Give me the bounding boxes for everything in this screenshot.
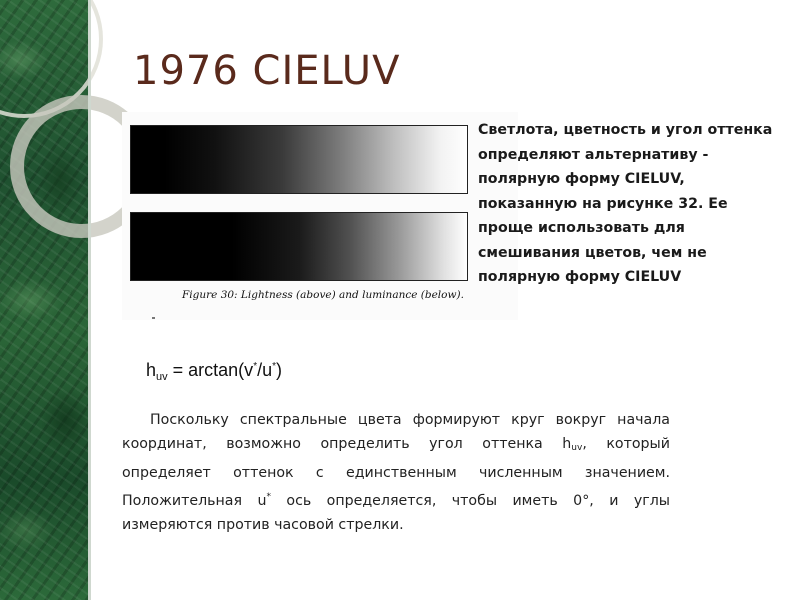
formula-star: * — [272, 361, 277, 372]
body-paragraph — [122, 408, 670, 537]
formula-mid: /u — [257, 360, 273, 380]
formula-h: h — [146, 360, 157, 380]
body-part-2: , который определяет оттенок с единственным численным значением. Положительная u — [122, 436, 670, 509]
body-subscript: uv — [571, 443, 583, 454]
lightness-gradient-bar — [130, 125, 468, 194]
luminance-gradient-bar — [130, 212, 468, 281]
body-superscript: * — [266, 491, 271, 502]
body-part-3: ось определяется, чтобы иметь 0°, и углы измеряются против часовой стрелки. — [122, 492, 670, 534]
body-part-1: Поскольку спектральные цвета формируют круг вокруг начала координат, возможно определить угол оттенка h — [122, 412, 670, 453]
figure-mark — [152, 317, 155, 319]
strip-divider — [88, 0, 91, 600]
formula-end: ) — [276, 360, 283, 380]
decorative-marble-strip — [0, 0, 88, 600]
formula-subscript: uv — [156, 371, 168, 383]
lightness-luminance-figure — [122, 112, 518, 320]
side-description: Светлота, цветность и угол оттенка определяют альтернативу - полярную форму CIELUV, показанную на рисунке 32. Ее проще использовать для смешивания цветов, чем не полярную форму CIELUV — [478, 122, 773, 285]
hue-angle-formula — [146, 360, 282, 383]
formula-eq: = arctan(v — [167, 360, 254, 380]
slide-title: 1976 CIELUV — [133, 48, 401, 94]
figure-caption: Figure 30: Lightness (above) and luminance (below). — [182, 289, 464, 301]
formula-star: * — [253, 361, 258, 372]
